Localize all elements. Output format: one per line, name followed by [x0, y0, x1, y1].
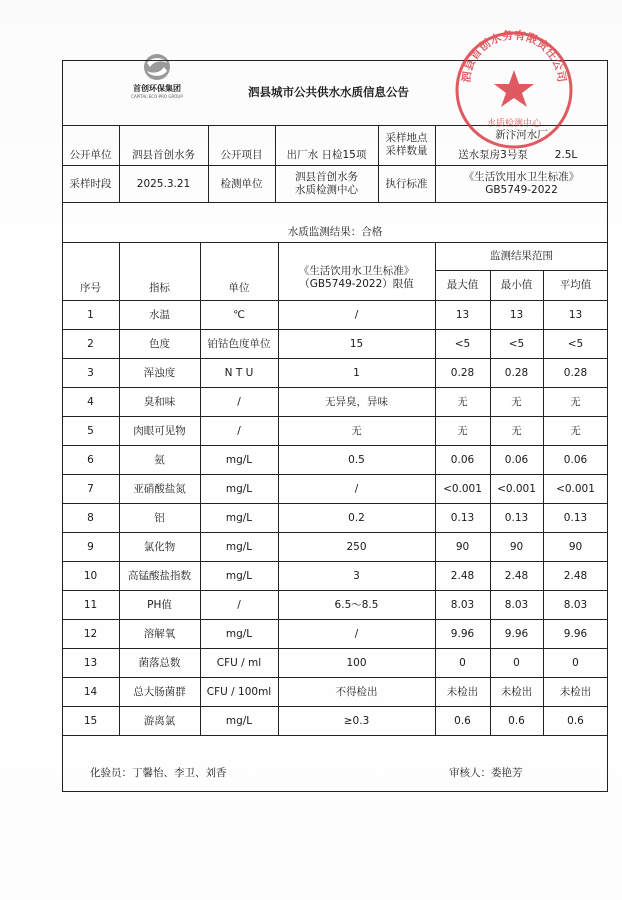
page-title: 泗县城市公共供水水质信息公告	[248, 85, 409, 99]
cell-index: 水温	[149, 308, 170, 321]
cell-min: 9.96	[504, 627, 529, 640]
cell-avg: 0.28	[563, 366, 588, 379]
cell-avg: 8.03	[563, 598, 588, 611]
cell-index: 高锰酸盐指数	[128, 569, 191, 582]
sample-place-qty-label	[378, 126, 435, 164]
header-min: 最小值	[500, 279, 533, 291]
cell-min: <0.001	[497, 482, 536, 495]
seal-text: 泗县首创水务有限责任公司	[459, 28, 569, 84]
cell-no: 11	[83, 598, 98, 611]
cell-index: 铝	[154, 511, 165, 524]
cell-index: 亚硝酸盐氮	[133, 482, 186, 495]
cell-unit: mg/L	[225, 482, 253, 495]
sample-time-value: 2025.3.21	[136, 177, 191, 190]
cell-index: 浑浊度	[143, 366, 176, 379]
cell-min: 0.6	[508, 714, 525, 727]
cell-avg: 0	[572, 656, 579, 669]
cell-limit: 不得检出	[335, 685, 378, 698]
cell-index: 溶解氧	[143, 627, 176, 640]
cell-min: 13	[509, 308, 524, 321]
cell-limit: 0.2	[348, 511, 365, 524]
cell-min: 0.06	[504, 453, 529, 466]
cell-max: 0.13	[450, 511, 475, 524]
cell-no: 12	[83, 627, 98, 640]
cell-min: 8.03	[504, 598, 529, 611]
reviewer-signature: 审核人：娄艳芳	[449, 767, 523, 779]
cell-index: 总大肠菌群	[133, 685, 186, 698]
cell-max: 0.06	[450, 453, 475, 466]
sample-place-value-2: 送水泵房3号泵	[458, 148, 528, 161]
cell-min: 0.13	[504, 511, 529, 524]
cell-unit: /	[237, 598, 241, 611]
cell-max: 0.28	[450, 366, 475, 379]
cell-no: 6	[87, 453, 94, 466]
sample-qty-label: 采样数量	[385, 145, 428, 157]
cell-unit: ℃	[233, 308, 245, 321]
cell-min: 0.28	[504, 366, 529, 379]
seal-sub-text: 水质检测中心	[486, 119, 542, 129]
cell-min: 无	[511, 395, 522, 408]
header-limit-line2: （GB5749-2022）限值	[299, 278, 414, 290]
cell-limit: 1	[353, 366, 360, 379]
cell-max: 90	[455, 540, 470, 553]
standard-value	[435, 166, 608, 202]
standard-line1: 《生活饮用水卫生标准》	[463, 171, 580, 183]
cell-min: 90	[509, 540, 524, 553]
rule-info-bottom	[62, 202, 608, 203]
cell-index: 氯化物	[143, 540, 176, 553]
test-unit-line2: 水质检测中心	[295, 184, 358, 196]
cell-no: 13	[83, 656, 98, 669]
cell-unit: mg/L	[225, 569, 253, 582]
logo-company-en: CAPITAL ECO-PRO GROUP	[131, 94, 183, 99]
cell-limit: 15	[349, 337, 364, 350]
cell-min: <5	[508, 337, 525, 350]
cell-avg: 9.96	[563, 627, 588, 640]
standard-label: 执行标准	[385, 177, 428, 190]
test-unit-line1: 泗县首创水务	[295, 171, 358, 183]
result-line: 水质监测结果：合格	[287, 225, 383, 238]
cell-limit: 250	[346, 540, 367, 553]
header-max: 最大值	[446, 279, 479, 291]
cell-unit: N T U	[224, 366, 254, 379]
standard-line2: GB5749-2022	[485, 184, 558, 196]
cell-no: 3	[87, 366, 94, 379]
header-limit-line1: 《生活饮用水卫生标准》	[298, 265, 415, 277]
cell-limit: 3	[353, 569, 360, 582]
cell-max: 无	[457, 395, 468, 408]
sample-place-value: 新汴河水厂	[495, 128, 548, 141]
cell-unit: mg/L	[225, 627, 253, 640]
cell-max: 2.48	[450, 569, 475, 582]
cell-index: 肉眼可见物	[133, 424, 186, 437]
cell-unit: mg/L	[225, 714, 253, 727]
cell-avg: <0.001	[556, 482, 595, 495]
cell-max: <5	[454, 337, 471, 350]
cell-limit: ≥0.3	[343, 714, 370, 727]
rule-table-bottom	[62, 735, 608, 736]
cell-index: 臭和味	[143, 395, 176, 408]
cell-no: 8	[87, 511, 94, 524]
cell-index: 氨	[154, 453, 165, 466]
publish-item-label: 公开项目	[220, 148, 263, 161]
cell-limit: 无	[351, 424, 362, 437]
cell-max: 8.03	[450, 598, 475, 611]
cell-min: 0	[513, 656, 520, 669]
cell-unit: mg/L	[225, 453, 253, 466]
cell-limit: 0.5	[348, 453, 365, 466]
test-unit-label: 检测单位	[220, 177, 263, 190]
sample-qty-value: 2.5L	[554, 148, 578, 161]
cell-limit: /	[354, 627, 359, 640]
cell-unit: /	[237, 395, 241, 408]
cell-avg: 2.48	[563, 569, 588, 582]
cell-max: 13	[455, 308, 470, 321]
cell-avg: 未检出	[559, 685, 592, 698]
cell-max: 9.96	[450, 627, 475, 640]
cell-index: PH值	[147, 598, 172, 611]
header-unit: 单位	[228, 281, 250, 294]
publish-unit-label: 公开单位	[69, 148, 112, 161]
cell-no: 5	[87, 424, 94, 437]
cell-avg: 无	[570, 424, 581, 437]
cell-unit: mg/L	[225, 540, 253, 553]
cell-limit: 100	[346, 656, 367, 669]
cell-no: 15	[83, 714, 98, 727]
logo-company-cn: 首创环保集团	[133, 84, 181, 93]
cell-max: 无	[457, 424, 468, 437]
cell-unit: mg/L	[225, 511, 253, 524]
cell-limit: /	[354, 308, 359, 321]
cell-min: 无	[511, 424, 522, 437]
cell-avg: 无	[570, 395, 581, 408]
publish-unit-value: 泗县首创水务	[132, 148, 195, 161]
header-limit	[278, 258, 435, 298]
cell-index: 游离氯	[143, 714, 176, 727]
cell-max: 未检出	[446, 685, 479, 698]
testers-signature: 化验员：丁馨怡、李卫、刘香	[90, 767, 227, 779]
cell-min: 未检出	[500, 685, 533, 698]
cell-unit: /	[237, 424, 241, 437]
cell-no: 2	[87, 337, 94, 350]
cell-avg: 90	[568, 540, 583, 553]
cell-avg: 0.13	[563, 511, 588, 524]
sample-place-label: 采样地点	[385, 132, 428, 144]
cell-avg: <5	[567, 337, 584, 350]
cell-index: 菌落总数	[138, 656, 181, 669]
cell-limit: /	[354, 482, 359, 495]
cell-max: 0.6	[454, 714, 471, 727]
cell-no: 1	[87, 308, 94, 321]
cell-no: 10	[83, 569, 98, 582]
cell-min: 2.48	[504, 569, 529, 582]
cell-max: <0.001	[443, 482, 482, 495]
cell-no: 14	[83, 685, 98, 698]
cell-avg: 13	[568, 308, 583, 321]
cell-unit: 铂钴色度单位	[207, 337, 271, 350]
cell-avg: 0.6	[567, 714, 584, 727]
cell-no: 4	[87, 395, 94, 408]
sample-time-label: 采样时段	[69, 177, 112, 190]
publish-item-value: 出厂水 日检15项	[286, 148, 367, 161]
cell-no: 9	[87, 540, 94, 553]
cell-unit: CFU / ml	[216, 656, 262, 669]
header-range: 监测结果范围	[490, 250, 553, 262]
cell-max: 0	[459, 656, 466, 669]
header-index: 指标	[149, 281, 170, 294]
test-unit-value	[275, 166, 378, 202]
cell-limit: 6.5～8.5	[334, 598, 379, 611]
header-avg: 平均值	[559, 279, 592, 291]
cell-index: 色度	[149, 337, 170, 350]
cell-limit: 无异臭，异味	[325, 395, 388, 408]
header-no: 序号	[80, 281, 101, 294]
cell-no: 7	[87, 482, 94, 495]
cell-unit: CFU / 100ml	[206, 685, 272, 698]
cell-avg: 0.06	[563, 453, 588, 466]
